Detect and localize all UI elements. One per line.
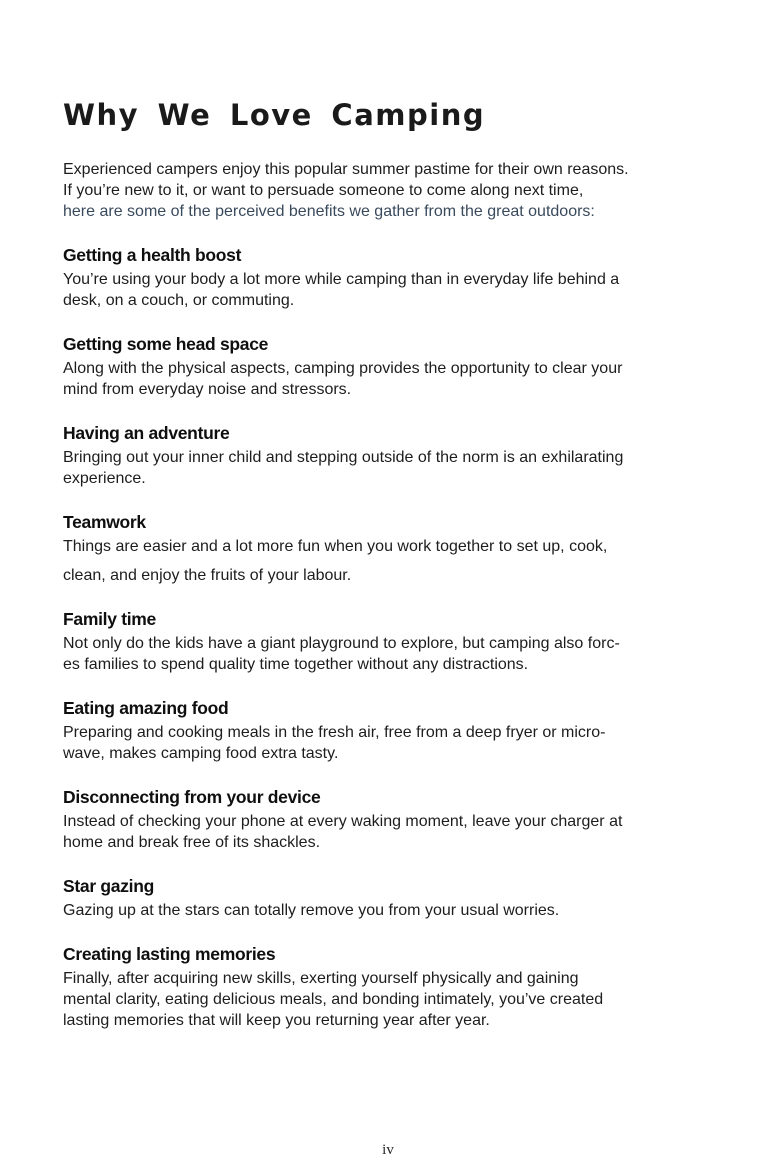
benefit-section [63,333,718,400]
body-line: home and break free of its shackles. [63,834,321,851]
body-line: Bringing out your inner child and stepping outside of the norm is an exhilarating [63,449,624,466]
section-heading: Family time [63,609,156,629]
benefit-section [63,244,718,311]
body-line: clean, and enjoy the fruits of your labour. [63,567,352,584]
page-number: iv [382,1142,394,1158]
section-heading: Eating amazing food [63,698,229,718]
section-heading: Disconnecting from your device [63,787,321,807]
body-line: Preparing and cooking meals in the fresh air, free from a deep fryer or micro- [63,724,606,741]
section-heading: Star gazing [63,876,155,896]
body-line: Instead of checking your phone at every waking moment, leave your charger at [63,813,623,830]
body-line: lasting memories that will keep you returning year after year. [63,1012,490,1029]
section-heading: Teamwork [63,512,146,532]
section-heading: Having an adventure [63,423,230,443]
benefit-section [63,608,718,675]
body-line: Things are easier and a lot more fun when you work together to set up, cook, [63,538,608,555]
body-line: es families to spend quality time together without any distractions. [63,656,529,673]
body-line: Along with the physical aspects, camping provides the opportunity to clear your [63,360,623,377]
body-line: You’re using your body a lot more while camping than in everyday life behind a [63,271,620,288]
section-heading: Creating lasting memories [63,944,276,964]
benefit-section [63,943,718,1031]
section-heading: Getting some head space [63,334,269,354]
intro-line: If you’re new to it, or want to persuade someone to come along next time, [63,182,584,199]
benefit-section [63,511,718,586]
intro-paragraph [63,159,718,222]
body-line: Not only do the kids have a giant playground to explore, but camping also forc- [63,635,620,652]
benefit-sections [63,244,718,1031]
body-line: Gazing up at the stars can totally remove you from your usual worries. [63,902,560,919]
body-line: mind from everyday noise and stressors. [63,381,352,398]
benefit-section [63,422,718,489]
intro-line-highlighted: here are some of the perceived benefits we gather from the great outdoors: [63,203,595,220]
body-line: experience. [63,470,146,487]
section-heading: Getting a health boost [63,245,242,265]
page-content [63,98,718,1031]
benefit-section [63,786,718,853]
intro-line: Experienced campers enjoy this popular summer pastime for their own reasons. [63,161,629,178]
benefit-section [63,875,718,921]
page-title: Why We Love Camping [63,98,486,132]
body-line: mental clarity, eating delicious meals, and bonding intimately, you’ve created [63,991,604,1008]
body-line: desk, on a couch, or commuting. [63,292,295,309]
body-line: Finally, after acquiring new skills, exerting yourself physically and gaining [63,970,579,987]
benefit-section [63,697,718,764]
body-line: wave, makes camping food extra tasty. [63,745,339,762]
